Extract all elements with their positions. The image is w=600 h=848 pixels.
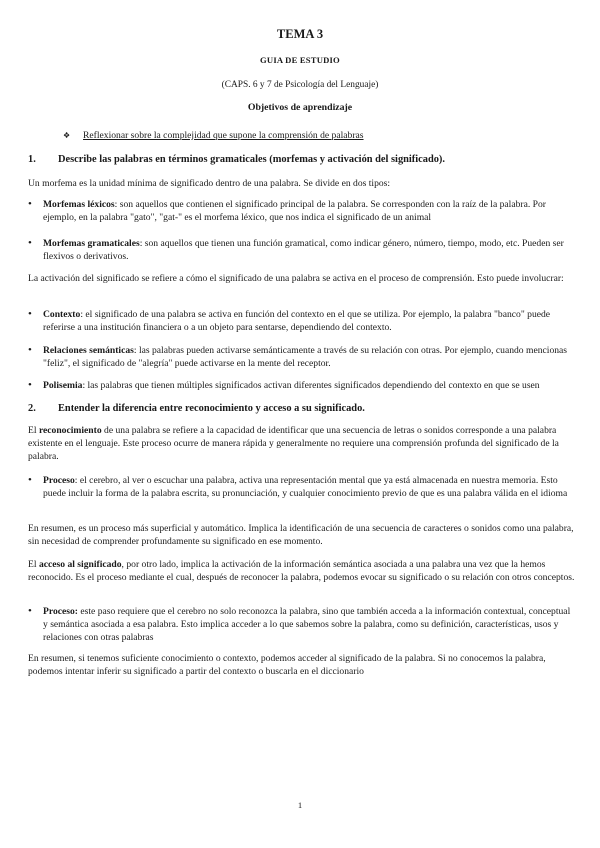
term-description: : las palabras pueden activarse semánticamente a través de su relación con otras. Por ejemplo, cuando mencionas "feliz", el significado de "alegría" puede activarse en la mente del receptor. <box>43 345 568 370</box>
term: reconocimiento <box>38 425 102 436</box>
bullet-icon: • <box>28 474 32 486</box>
reconocimiento-paragraph <box>28 424 576 463</box>
objectives-heading: Objetivos de aprendizaje <box>247 102 353 113</box>
section-number: 1. <box>28 154 36 165</box>
bullet-icon: • <box>28 198 32 210</box>
resumen-1-paragraph: En resumen, es un proceso más superficial y automático. Implica la identificación de una secuencia de caracteres o sonidos como una palabra, sin necesidad de comprender profundamente su significado en ese momento. <box>28 523 574 548</box>
bullet-icon: • <box>28 379 32 391</box>
bullet-icon: • <box>28 308 32 320</box>
term: Contexto <box>43 309 81 320</box>
term-description: : son aquellos que contienen el significado principal de la palabra. Se corresponden con la raíz de la palabra. Por ejemplo, en la palabra "gato", "gat-" es el morfema léxico, que nos indica el significado de un animal <box>43 199 546 224</box>
objective-item <box>63 129 364 142</box>
section-title: Entender la diferencia entre reconocimiento y acceso a su significado. <box>58 403 365 414</box>
term: Polisemia <box>43 380 83 391</box>
section-title: Describe las palabras en términos gramaticales (morfemas y activación del significado). <box>58 154 445 165</box>
term: acceso al significado <box>38 559 122 570</box>
page-title: TEMA 3 <box>276 27 324 41</box>
acceso-paragraph <box>28 558 576 584</box>
term: Proceso: <box>43 606 78 617</box>
term-description: de una palabra se refiere a la capacidad de identificar que una secuencia de letras o sonidos corresponde a una palabra existente en el lenguaje. Este proceso ocurre de manera rápida y generalmente no requiere una comprensión profunda del significado de la palabra. <box>28 425 559 463</box>
morfema-intro: Un morfema es la unidad mínima de significado dentro de una palabra. Se divide en dos tipos: <box>28 178 391 189</box>
diamond-bullet-icon: ❖ <box>63 131 71 140</box>
term-description: : las palabras que tienen múltiples significados activan diferentes significados dependiendo del contexto en que se usen <box>82 380 540 391</box>
term: Relaciones semánticas <box>43 345 134 356</box>
section-1-heading <box>28 153 576 167</box>
term-description: , por otro lado, implica la activación de la información semántica asociada a una palabra una vez que la hemos reconocido. Es el proceso mediante el cual, después de reconocer la palabra, podemos evocar su significado o su relación con otros conceptos. <box>28 559 575 584</box>
text-fragment: El <box>28 559 39 570</box>
term-description: : el significado de una palabra se activa en función del contexto en el que se utiliza. Por ejemplo, la palabra "banco" puede referirse a una institución financiera o a un objeto para sentarse, dependiendo del contexto. <box>43 309 551 334</box>
text-fragment: El <box>28 425 39 436</box>
page-subtitle: GUIA DE ESTUDIO <box>260 55 340 65</box>
section-number: 2. <box>28 403 36 414</box>
term-description: : el cerebro, al ver o escuchar una palabra, activa una representación mental que ya está almacenada en nuestra memoria. Esto puede incluir la forma de la palabra escrita, su pronunciación, y cualquier conocimiento previo de que es una palabra válida en el idioma <box>43 475 568 500</box>
section-2-heading <box>28 402 576 416</box>
bullet-icon: • <box>28 237 32 249</box>
chapters-reference: (CAPS. 6 y 7 de Psicología del Lenguaje) <box>221 80 379 90</box>
resumen-2-paragraph: En resumen, si tenemos suficiente conocimiento o contexto, podemos acceder al significado de la palabra. Si no conocemos la palabra, podemos intentar inferir su significado a partir del contexto o buscarla en el diccionario <box>28 653 546 678</box>
bullet-icon: • <box>28 605 32 617</box>
term-description: : son aquellos que tienen una función gramatical, como indicar género, número, tiempo, modo, etc. Pueden ser flexivos o derivativos. <box>43 238 564 263</box>
activacion-paragraph: La activación del significado se refiere a cómo el significado de una palabra se activa en el proceso de comprensión. Esto puede involucrar: <box>28 273 564 284</box>
bullet-icon: • <box>28 344 32 356</box>
term: Morfemas léxicos <box>43 199 115 210</box>
objective-text: Reflexionar sobre la complejidad que supone la comprensión de palabras <box>83 130 364 141</box>
term: Proceso <box>43 475 75 486</box>
page-number: 1 <box>297 800 303 810</box>
term-description: este paso requiere que el cerebro no solo reconozca la palabra, sino que también acceda a la información contextual, conceptual y semántica asociada a esa palabra. Esto implica acceder a lo que sabemos sobre la palabra, como su definición, características, usos y relaciones con otras palabras <box>43 606 571 644</box>
term: Morfemas gramaticales <box>43 238 140 249</box>
